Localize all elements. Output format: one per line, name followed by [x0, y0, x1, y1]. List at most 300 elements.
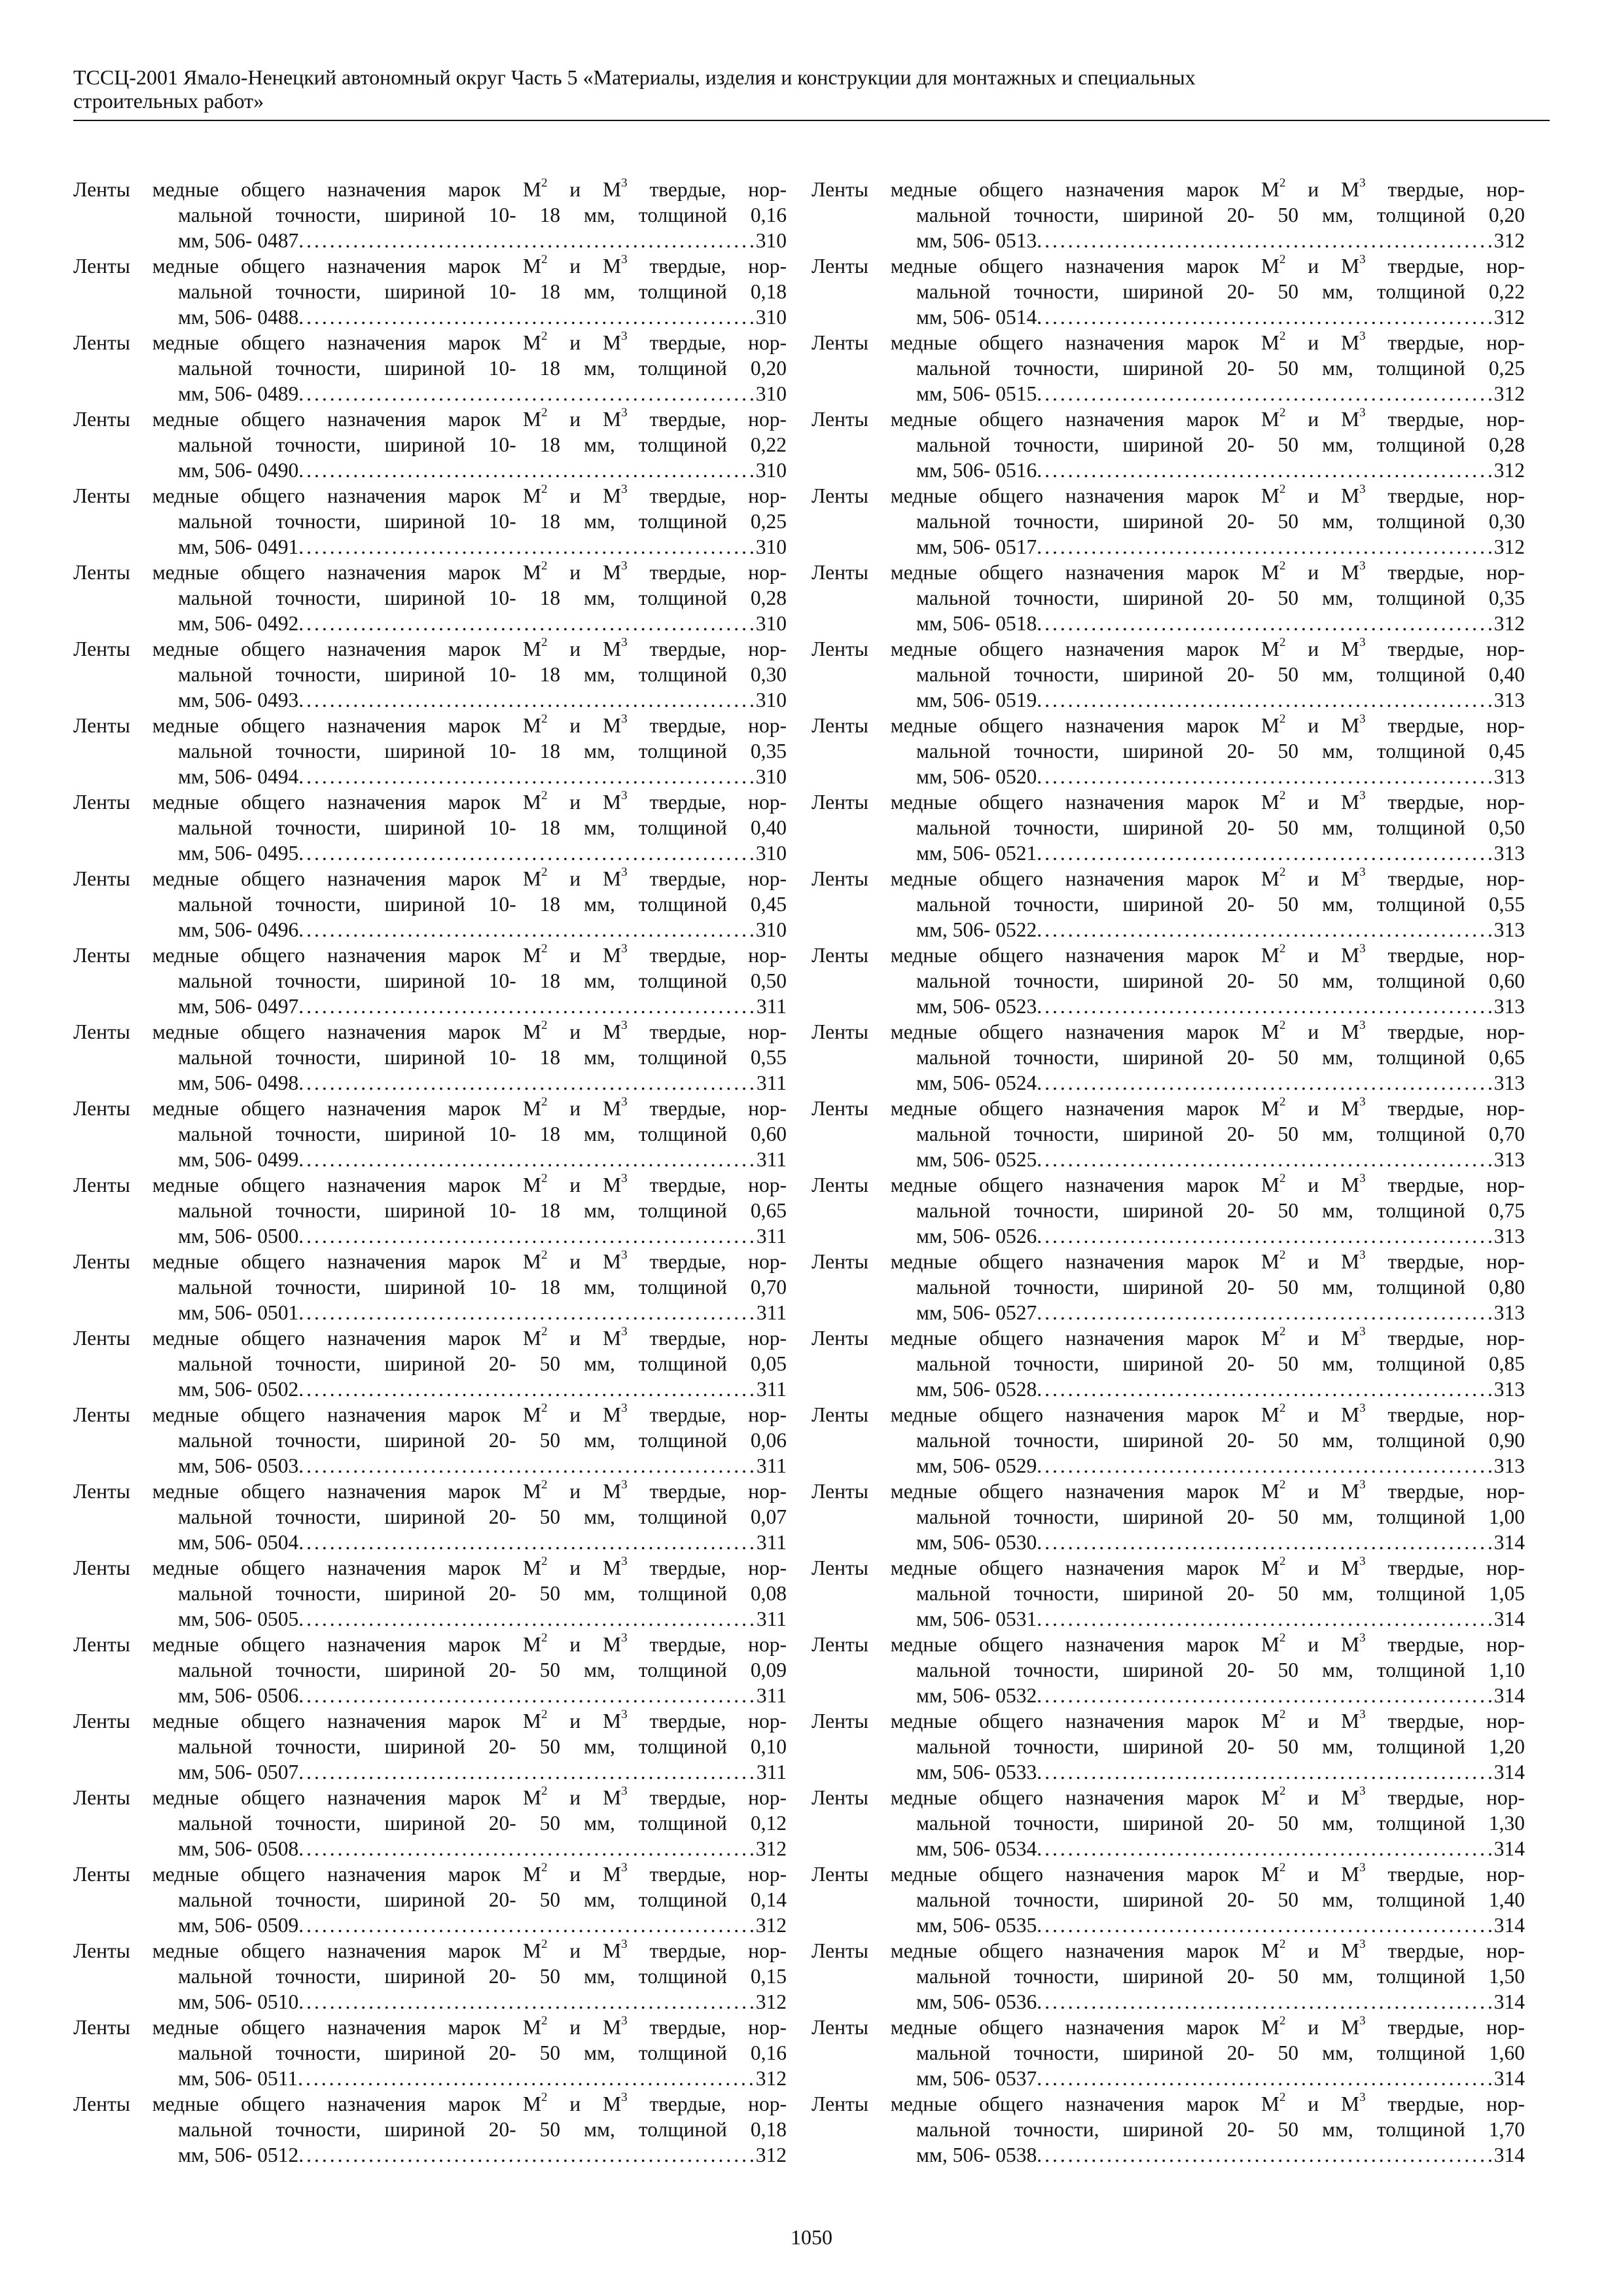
entry-and: и М	[547, 791, 622, 814]
entry-line2-pre: мальной точности, шириной	[178, 1046, 489, 1069]
entry-lead: Ленты медные общего назначения марок М	[812, 1327, 1280, 1350]
entry-line-2	[73, 2040, 787, 2066]
entry-code-prefix: мм,	[178, 689, 215, 711]
grade-superscript-3: 3	[1359, 1632, 1366, 1645]
entry-line2-pre: мальной точности, шириной	[916, 2118, 1227, 2141]
entry-page: 310	[755, 689, 787, 711]
entry-line2-pre: мальной точности, шириной	[178, 1199, 489, 1222]
entry-code	[178, 534, 298, 560]
entry-code-value: 506- 0496	[214, 918, 299, 941]
dot-leader	[1037, 1606, 1494, 1632]
entry-line2-pre: мальной точности, шириной	[178, 433, 489, 456]
entry-line-1	[812, 1096, 1525, 1121]
entry-code-value: 506- 0509	[214, 1914, 299, 1937]
entry-line2-mid: мм, толщиной	[1298, 893, 1489, 916]
entry-line2-mid: мм, толщиной	[1298, 2041, 1489, 2064]
list-item	[73, 636, 787, 713]
entry-lead: Ленты медные общего назначения марок М	[812, 637, 1280, 660]
entry-width: 10- 18	[488, 586, 561, 609]
grade-superscript-3: 3	[621, 1785, 628, 1798]
entry-page: 311	[756, 1531, 787, 1554]
entry-code	[178, 764, 298, 789]
grade-superscript-3: 3	[621, 330, 628, 343]
entry-and: и М	[1285, 637, 1360, 660]
entry-line2-mid: мм, толщиной	[560, 2041, 751, 2064]
entry-line-2	[812, 1427, 1525, 1453]
dot-leader	[298, 2142, 756, 2168]
entry-page: 314	[1493, 1531, 1525, 1554]
entry-line-3	[73, 1836, 787, 1861]
entry-code	[916, 1606, 1037, 1632]
grade-superscript-3: 3	[621, 2091, 628, 2104]
entry-line-2	[812, 738, 1525, 764]
entry-line-3	[812, 611, 1525, 636]
entry-code	[916, 1453, 1037, 1479]
entry-code	[178, 1147, 298, 1172]
grade-superscript-2: 2	[541, 330, 548, 343]
entry-code-prefix: мм,	[916, 2144, 953, 2166]
entry-line-2	[812, 1810, 1525, 1836]
entry-code-prefix: мм,	[178, 1378, 215, 1401]
entry-line-1	[812, 942, 1525, 968]
entry-and: и М	[547, 408, 622, 431]
entry-width: 20- 50	[1226, 663, 1299, 686]
entry-lead: Ленты медные общего назначения марок М	[73, 867, 542, 890]
entry-code-value: 506- 0535	[952, 1914, 1037, 1937]
entry-line-1	[73, 1019, 787, 1045]
entry-line-2	[73, 738, 787, 764]
entry-line2-pre: мальной точности, шириной	[178, 1659, 489, 1681]
list-item	[73, 1861, 787, 1938]
entry-code-value: 506- 0492	[214, 612, 299, 635]
entry-page: 314	[1493, 1990, 1525, 2013]
entry-line2-mid: мм, толщиной	[560, 1888, 751, 1911]
entry-and: и М	[547, 1097, 622, 1120]
entry-code-prefix: мм,	[178, 535, 215, 558]
grade-superscript-3: 3	[621, 1632, 628, 1645]
entry-line-1	[73, 1555, 787, 1581]
dot-leader	[298, 994, 757, 1019]
entry-width: 10- 18	[488, 816, 561, 839]
entry-line2-mid: мм, толщиной	[1298, 1122, 1489, 1145]
entry-tail: твердые, нор-	[1365, 1403, 1525, 1426]
entry-line-2	[812, 1274, 1525, 1300]
grade-superscript-3: 3	[621, 942, 628, 956]
grade-superscript-3: 3	[1359, 253, 1366, 266]
dot-leader	[298, 534, 756, 560]
entry-width: 20- 50	[488, 1659, 561, 1681]
entry-line2-mid: мм, толщиной	[1298, 1888, 1489, 1911]
grade-superscript-2: 2	[541, 406, 548, 420]
entry-code	[178, 1989, 298, 2015]
entry-line-3	[812, 1836, 1525, 1861]
entry-thickness: 0,20	[750, 357, 787, 380]
entry-tail: твердые, нор-	[1365, 408, 1525, 431]
dot-leader	[1037, 534, 1494, 560]
entry-page: 312	[1493, 535, 1525, 558]
entry-code-value: 506- 0494	[214, 765, 299, 788]
entry-page: 313	[1493, 765, 1525, 788]
entry-line-1	[812, 406, 1525, 432]
entry-line-1	[73, 1479, 787, 1504]
entry-line-3	[812, 2066, 1525, 2091]
entry-line-2	[73, 1581, 787, 1606]
entry-thickness: 0,12	[750, 1812, 787, 1835]
grade-superscript-2: 2	[541, 636, 548, 649]
grade-superscript-3: 3	[1359, 1708, 1366, 1721]
entry-code-value: 506- 0528	[952, 1378, 1037, 1401]
entry-line-1	[812, 1938, 1525, 1964]
grade-superscript-3: 3	[1359, 330, 1366, 343]
entry-line-2	[73, 202, 787, 228]
entry-code-value: 506- 0537	[952, 2067, 1037, 2090]
entry-line-2	[73, 355, 787, 381]
entry-line-1	[73, 1938, 787, 1964]
entry-code-value: 506- 0493	[214, 689, 299, 711]
dot-leader	[1037, 1912, 1494, 1938]
entry-code	[916, 1836, 1037, 1861]
entry-thickness: 0,28	[750, 586, 787, 609]
entry-line2-pre: мальной точности, шириной	[916, 1199, 1227, 1222]
entry-thickness: 0,08	[750, 1582, 787, 1605]
entry-code	[178, 1836, 298, 1861]
entry-page: 314	[1493, 1761, 1525, 1784]
entry-width: 20- 50	[1226, 1505, 1299, 1528]
grade-superscript-3: 3	[1359, 1938, 1366, 1951]
grade-superscript-2: 2	[1279, 1325, 1286, 1338]
entry-width: 20- 50	[1226, 586, 1299, 609]
entry-thickness: 0,50	[1488, 816, 1525, 839]
entry-thickness: 0,22	[1488, 280, 1525, 303]
entry-line-1	[812, 1785, 1525, 1810]
dot-leader	[298, 1912, 756, 1938]
entry-lead: Ленты медные общего назначения марок М	[73, 1174, 542, 1196]
entry-line2-pre: мальной точности, шириной	[178, 280, 489, 303]
entry-code	[916, 304, 1037, 330]
entry-lead: Ленты медные общего назначения марок М	[812, 2092, 1280, 2115]
entry-width: 20- 50	[1226, 510, 1299, 533]
entry-page: 311	[756, 1225, 787, 1247]
entry-code	[916, 1376, 1037, 1402]
entry-line-1	[73, 1096, 787, 1121]
list-item	[73, 177, 787, 253]
entry-line-2	[73, 1351, 787, 1376]
dot-leader	[298, 1683, 757, 1708]
entry-line2-mid: мм, толщиной	[1298, 2118, 1489, 2141]
entry-line-1	[812, 483, 1525, 509]
entry-width: 10- 18	[488, 969, 561, 992]
entry-line-2	[73, 1045, 787, 1070]
list-item	[73, 1019, 787, 1096]
entry-line2-mid: мм, толщиной	[1298, 204, 1489, 226]
entry-thickness: 0,55	[1488, 893, 1525, 916]
entry-line2-mid: мм, толщиной	[1298, 1582, 1489, 1605]
entry-tail: твердые, нор-	[1365, 1939, 1525, 1962]
entry-line2-mid: мм, толщиной	[560, 1812, 751, 1835]
entry-thickness: 0,18	[750, 280, 787, 303]
entry-and: и М	[1285, 1327, 1360, 1350]
entry-code-prefix: мм,	[178, 1454, 215, 1477]
entry-line-3	[812, 381, 1525, 406]
entry-lead: Ленты медные общего назначения марок М	[812, 1174, 1280, 1196]
entry-page: 310	[755, 842, 787, 865]
entry-line2-pre: мальной точности, шириной	[178, 816, 489, 839]
entry-line2-pre: мальной точности, шириной	[178, 969, 489, 992]
entry-code	[178, 304, 298, 330]
entry-line-1	[73, 560, 787, 585]
entry-and: и М	[1285, 1710, 1360, 1732]
entry-line-1	[73, 1325, 787, 1351]
list-item	[812, 406, 1525, 483]
grade-superscript-2: 2	[541, 713, 548, 726]
entry-line2-mid: мм, толщиной	[1298, 740, 1489, 762]
entry-line2-pre: мальной точности, шириной	[916, 204, 1227, 226]
entry-tail: твердые, нор-	[627, 1556, 787, 1579]
entry-width: 20- 50	[488, 1965, 561, 1988]
entry-page: 312	[1493, 229, 1525, 252]
entry-and: и М	[547, 1480, 622, 1503]
entry-code-value: 506- 0489	[214, 382, 299, 405]
entry-line-1	[73, 866, 787, 891]
entry-page: 310	[755, 918, 787, 941]
dot-leader	[1037, 228, 1494, 253]
list-item	[812, 1708, 1525, 1785]
entry-thickness: 1,30	[1488, 1812, 1525, 1835]
entry-code	[178, 228, 298, 253]
entry-width: 20- 50	[1226, 280, 1299, 303]
entry-code-value: 506- 0538	[952, 2144, 1037, 2166]
entry-line2-pre: мальной точности, шириной	[916, 816, 1227, 839]
entry-tail: твердые, нор-	[627, 1097, 787, 1120]
entry-line2-mid: мм, толщиной	[560, 740, 751, 762]
entry-code	[178, 457, 298, 483]
entry-lead: Ленты медные общего назначения марок М	[73, 2092, 542, 2115]
entry-line-2	[73, 509, 787, 534]
entry-line2-pre: мальной точности, шириной	[178, 1276, 489, 1299]
entry-width: 20- 50	[488, 1735, 561, 1758]
entry-code	[178, 1912, 298, 1938]
entry-code	[178, 687, 298, 713]
entry-lead: Ленты медные общего назначения марок М	[73, 1710, 542, 1732]
entry-code	[916, 1912, 1037, 1938]
entry-thickness: 0,06	[750, 1429, 787, 1452]
grade-superscript-2: 2	[541, 1479, 548, 1492]
grade-superscript-3: 3	[1359, 942, 1366, 956]
entry-line2-mid: мм, толщиной	[1298, 1046, 1489, 1069]
entry-code-value: 506- 0498	[214, 1071, 299, 1094]
list-item	[73, 1096, 787, 1172]
entry-line2-mid: мм, толщиной	[560, 2118, 751, 2141]
list-item	[73, 1708, 787, 1785]
grade-superscript-2: 2	[1279, 1172, 1286, 1185]
entry-line2-mid: мм, толщиной	[560, 1199, 751, 1222]
entry-and: и М	[547, 484, 622, 507]
entry-line2-mid: мм, толщиной	[560, 969, 751, 992]
entry-line-2	[73, 815, 787, 840]
entry-code-value: 506- 0515	[952, 382, 1037, 405]
grade-superscript-3: 3	[1359, 1019, 1366, 1032]
entry-line2-pre: мальной точности, шириной	[916, 1276, 1227, 1299]
dot-leader	[298, 1376, 757, 1402]
entry-width: 20- 50	[488, 1582, 561, 1605]
entry-line-3	[73, 1912, 787, 1938]
entry-line-2	[73, 1198, 787, 1223]
dot-leader	[1037, 2142, 1494, 2168]
entry-code-prefix: мм,	[178, 1531, 215, 1554]
entry-and: и М	[547, 637, 622, 660]
entry-thickness: 0,55	[750, 1046, 787, 1069]
entry-line2-pre: мальной точности, шириной	[916, 1965, 1227, 1988]
header-line-1: ТССЦ-2001 Ямало-Ненецкий автономный округ Часть 5 «Материалы, изделия и конструкции для монтажных и специальных	[73, 65, 1196, 89]
entry-thickness: 0,70	[1488, 1122, 1525, 1145]
entry-tail: твердые, нор-	[627, 1939, 787, 1962]
entry-line2-pre: мальной точности, шириной	[916, 969, 1227, 992]
entry-code-prefix: мм,	[916, 1607, 953, 1630]
entry-thickness: 0,70	[750, 1276, 787, 1299]
entry-tail: твердые, нор-	[1365, 1020, 1525, 1043]
entry-line2-mid: мм, толщиной	[560, 1582, 751, 1605]
entry-line2-pre: мальной точности, шириной	[916, 740, 1227, 762]
entry-tail: твердые, нор-	[627, 1250, 787, 1273]
entry-width: 20- 50	[1226, 357, 1299, 380]
entry-width: 10- 18	[488, 663, 561, 686]
entry-width: 20- 50	[1226, 740, 1299, 762]
list-item	[812, 636, 1525, 713]
entry-line2-mid: мм, толщиной	[560, 1965, 751, 1988]
entry-line2-pre: мальной точности, шириной	[178, 1352, 489, 1375]
entry-line-1	[73, 2091, 787, 2117]
entry-line-3	[73, 1530, 787, 1555]
entry-code-value: 506- 0491	[214, 535, 299, 558]
grade-superscript-3: 3	[621, 2015, 628, 2028]
list-item	[812, 560, 1525, 636]
entry-width: 20- 50	[1226, 1122, 1299, 1145]
entry-line2-pre: мальной точности, шириной	[178, 204, 489, 226]
entry-and: и М	[547, 1786, 622, 1809]
entry-lead: Ленты медные общего назначения марок М	[812, 1786, 1280, 1809]
entry-line-2	[73, 279, 787, 304]
entry-line-3	[73, 687, 787, 713]
entry-code-prefix: мм,	[178, 1148, 215, 1171]
entry-page: 314	[1493, 1607, 1525, 1630]
dot-leader	[1037, 611, 1494, 636]
entry-and: и М	[547, 944, 622, 967]
list-item	[73, 253, 787, 330]
entry-thickness: 0,25	[1488, 357, 1525, 380]
grade-superscript-3: 3	[621, 406, 628, 420]
grade-superscript-3: 3	[1359, 1249, 1366, 1262]
list-item	[73, 1172, 787, 1249]
entry-line-2	[812, 279, 1525, 304]
dot-leader	[298, 1453, 757, 1479]
entry-line-1	[73, 1785, 787, 1810]
grade-superscript-2: 2	[541, 253, 548, 266]
entry-code-prefix: мм,	[178, 229, 215, 252]
entry-line2-pre: мальной точности, шириной	[178, 586, 489, 609]
entry-and: и М	[547, 2092, 622, 2115]
entry-line2-pre: мальной точности, шириной	[178, 2041, 489, 2064]
entry-code	[916, 534, 1037, 560]
entry-tail: твердые, нор-	[1365, 1097, 1525, 1120]
entry-code-value: 506- 0524	[952, 1071, 1037, 1094]
entry-width: 10- 18	[488, 1046, 561, 1069]
list-item	[73, 2091, 787, 2168]
list-item	[73, 1479, 787, 1555]
entry-line-3	[812, 2142, 1525, 2168]
entry-line-1	[812, 2015, 1525, 2040]
entry-page: 313	[1493, 1148, 1525, 1171]
entry-code-value: 506- 0536	[952, 1990, 1037, 2013]
entry-lead: Ленты медные общего назначения марок М	[73, 561, 542, 584]
list-item	[73, 866, 787, 942]
entry-code-value: 506- 0522	[952, 918, 1037, 941]
list-item	[73, 1555, 787, 1632]
entry-line2-mid: мм, толщиной	[560, 204, 751, 226]
entry-line-2	[73, 662, 787, 687]
list-item	[73, 330, 787, 406]
entry-line-2	[812, 968, 1525, 994]
entry-and: и М	[547, 561, 622, 584]
entry-and: и М	[1285, 1939, 1360, 1962]
entry-code-value: 506- 0527	[952, 1301, 1037, 1324]
entry-line2-pre: мальной точности, шириной	[178, 1812, 489, 1835]
entry-width: 20- 50	[488, 2118, 561, 2141]
entry-thickness: 0,07	[750, 1505, 787, 1528]
grade-superscript-2: 2	[1279, 1708, 1286, 1721]
entry-thickness: 0,22	[750, 433, 787, 456]
entry-line-2	[812, 2117, 1525, 2142]
entry-line2-mid: мм, толщиной	[560, 816, 751, 839]
entry-and: и М	[547, 1327, 622, 1350]
entry-lead: Ленты медные общего назначения марок М	[812, 1480, 1280, 1503]
entry-width: 20- 50	[1226, 433, 1299, 456]
grade-superscript-2: 2	[1279, 1096, 1286, 1109]
entry-lead: Ленты медные общего назначения марок М	[812, 408, 1280, 431]
entry-line-3	[73, 1147, 787, 1172]
entry-code-value: 506- 0507	[214, 1761, 299, 1784]
entry-code-value: 506- 0517	[952, 535, 1037, 558]
entry-line2-pre: мальной точности, шириной	[916, 1659, 1227, 1681]
entry-line-1	[812, 866, 1525, 891]
list-item	[73, 1785, 787, 1861]
entry-page: 310	[755, 612, 787, 635]
entry-lead: Ленты медные общего назначения марок М	[73, 1250, 542, 1273]
entry-line2-pre: мальной точности, шириной	[916, 1505, 1227, 1528]
entry-code-value: 506- 0521	[952, 842, 1037, 865]
entry-line-1	[73, 330, 787, 355]
entry-line-3	[812, 1606, 1525, 1632]
entry-line-1	[812, 1172, 1525, 1198]
entry-thickness: 0,28	[1488, 433, 1525, 456]
entry-width: 10- 18	[488, 433, 561, 456]
entry-tail: твердые, нор-	[627, 2016, 787, 2039]
entry-code	[178, 1376, 298, 1402]
entry-code	[178, 1453, 298, 1479]
entry-line-3	[73, 1223, 787, 1249]
entry-code-prefix: мм,	[178, 1301, 215, 1324]
grade-superscript-3: 3	[1359, 713, 1366, 726]
entry-thickness: 0,20	[1488, 204, 1525, 226]
dot-leader	[1037, 457, 1494, 483]
entry-line2-pre: мальной точности, шириной	[916, 1735, 1227, 1758]
entry-and: и М	[547, 1633, 622, 1656]
entry-line2-mid: мм, толщиной	[560, 1659, 751, 1681]
entry-code-value: 506- 0497	[214, 995, 299, 1018]
grade-superscript-2: 2	[1279, 1938, 1286, 1951]
entry-width: 20- 50	[1226, 1888, 1299, 1911]
entry-thickness: 1,60	[1488, 2041, 1525, 2064]
entry-line-1	[812, 330, 1525, 355]
